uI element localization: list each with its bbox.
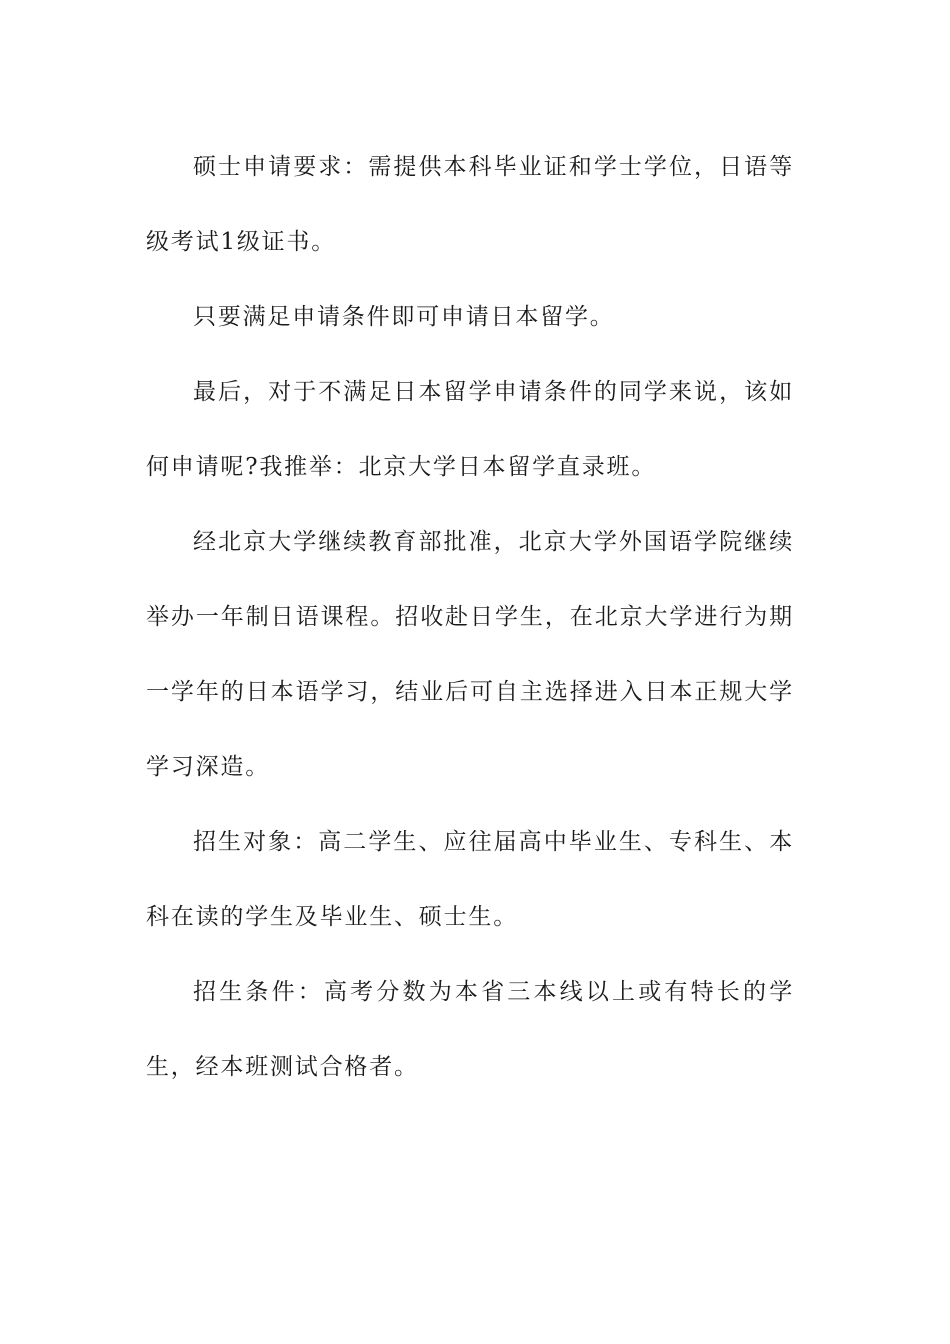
paragraph-program-description: 经北京大学继续教育部批准，北京大学外国语学院继续举办一年制日语课程。招收赴日学生，在北京大学进行为期一学年的日本语学习，结业后可自主选择进入日本正规大学学习深造。 [146,529,794,780]
paragraph-enrollment-targets: 招生对象：高二学生、应往届高中毕业生、专科生、本科在读的学生及毕业生、硕士生。 [146,829,794,930]
paragraph-master-requirements: 硕士申请要求：需提供本科毕业证和学士学位，日语等级考试1级证书。 [146,154,794,255]
paragraph-eligibility-note: 只要满足申请条件即可申请日本留学。 [193,304,615,330]
paragraph-enrollment-conditions: 招生条件：高考分数为本省三本线以上或有特长的学生，经本班测试合格者。 [146,979,794,1080]
paragraph-recommendation: 最后，对于不满足日本留学申请条件的同学来说，该如何申请呢?我推举：北京大学日本留学直录班。 [146,379,794,480]
document-body [146,130,794,1105]
